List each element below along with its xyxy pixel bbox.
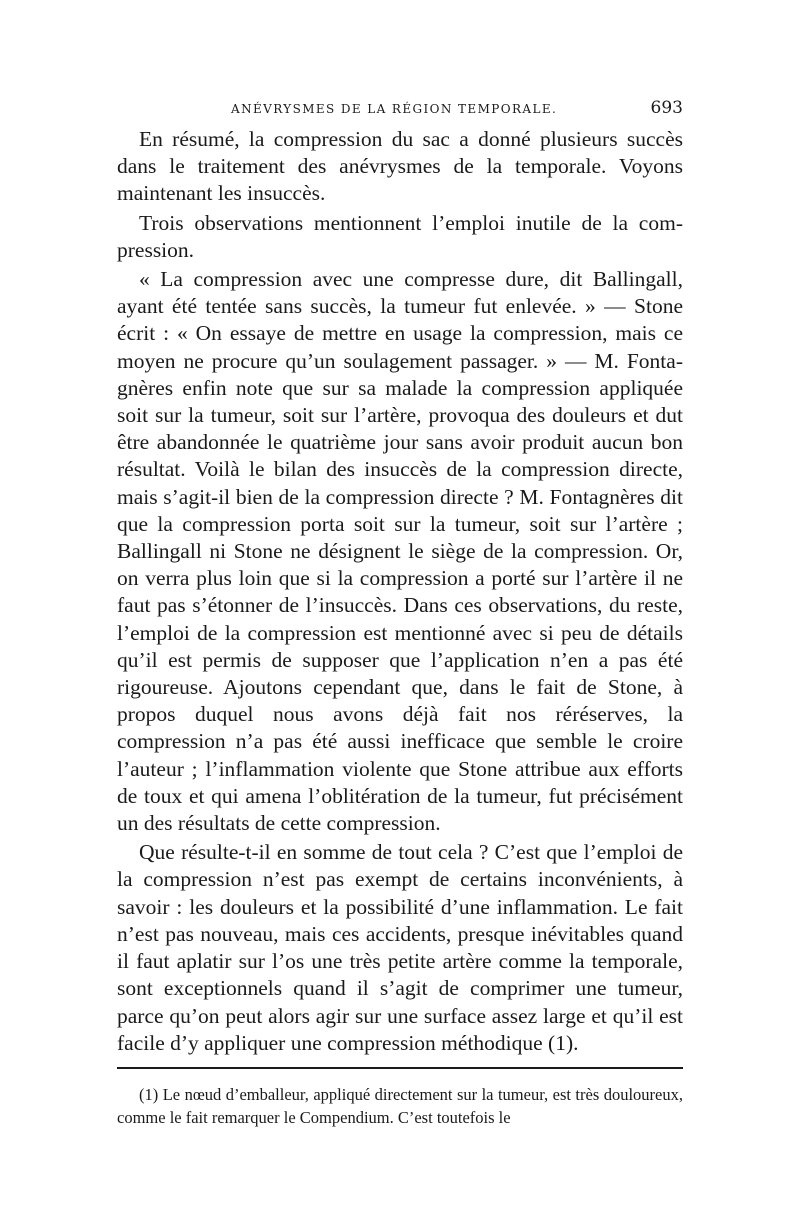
body-text bbox=[117, 126, 683, 1057]
paragraph: Que résulte-t-il en somme de tout cela ? C’est que l’emploi de la compression n’est pas exempt de certains inconvénients, à savoir : les douleurs et la possibilité d’une inflammation. Le fait n’est pas nouveau, mais ces accidents, presque inévitables quand il faut aplatir sur l’os une très petite artère comme la temporale, sont exceptionnels quand il s’agit de comprimer une tumeur, parce qu’on peut alors agir sur une surface assez large et qu’il est facile d’y appliquer une compression méthodique (1). bbox=[117, 840, 683, 1055]
paragraph: En résumé, la compression du sac a donné plusieurs succès dans le traitement des anévrysmes de la temporale. Voyons maintenant les insuccès. bbox=[117, 127, 683, 206]
page-number: 693 bbox=[650, 98, 683, 118]
running-head: ANÉVRYSMES DE LA RÉGION TEMPORALE. bbox=[231, 102, 558, 116]
footnote-divider bbox=[117, 1067, 683, 1069]
page-header bbox=[117, 96, 683, 126]
paragraph: Trois observations mentionnent l’emploi inutile de la compression. bbox=[117, 210, 683, 262]
book-page bbox=[117, 96, 683, 1129]
footnote: (1) Le nœud d’emballeur, appliqué directement sur la tumeur, est très douloureux, comme le fait remarquer le Compendium. C’est toutefois le bbox=[117, 1084, 683, 1127]
paragraph: « La compression avec une compresse dure, dit Ballingall, ayant été tentée sans succès, la tumeur fut enlevée. » — Stone écrit : « On essaye de mettre en usage la compression, mais ce moyen ne procure qu’un soulagement passager. » — M. Fontagnères enfin note que sur sa malade la compression appliquée soit sur la tumeur, soit sur l’artère, provoqua des douleurs et dut être abandonnée le quatrième jour sans avoir produit aucun bon résultat. Voilà le bilan des insuccès de la compression directe, mais s’agit-il bien de la compression directe ? M. Fontagnères dit que la compression porta soit sur la tumeur, soit sur l’artère ; Ballingall ni Stone ne désignent le siège de la compression. Or, on verra plus loin que si la compression a porté sur l’artère il ne faut pas s’étonner de l’insuccès. Dans ces observations, du reste, l’emploi de la compression est mentionné avec si peu de détails qu’il est permis de supposer que l’application n’en a pas été rigoureuse. Ajoutons cependant que, dans le fait de Stone, à propos duquel nous avons déjà fait nos réréserves, la compression n’a pas été aussi inefficace que semble le croire l’auteur ; l’inflammation violente que Stone attribue aux efforts de toux et qui amena l’oblitération de la tumeur, fut précisément un des résultats de cette compression. bbox=[117, 267, 683, 836]
